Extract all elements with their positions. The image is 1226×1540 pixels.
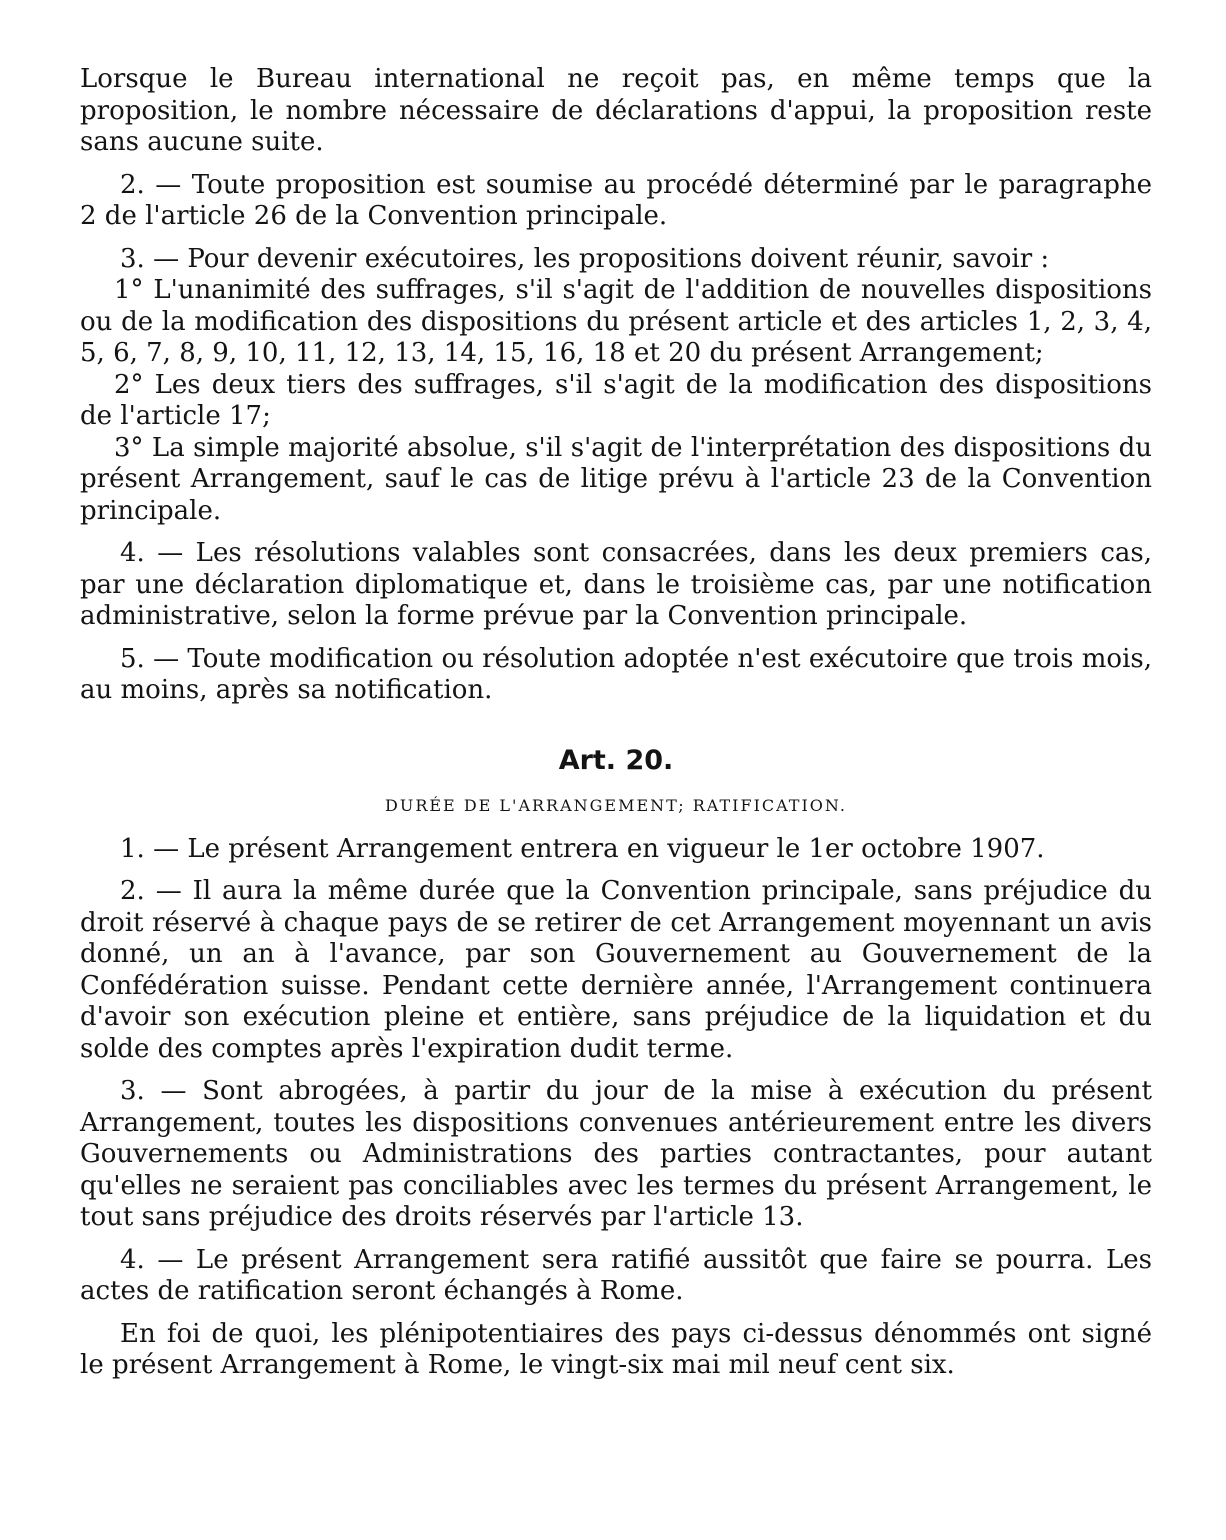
article-paragraph-1: 1. — Le présent Arrangement entrera en vigueur le 1er octobre 1907. xyxy=(120,833,1045,864)
paragraph-3: 3. — Pour devenir exécutoires, les propositions doivent réunir, savoir : xyxy=(120,243,1050,274)
subitem-2: 2° Les deux tiers des suffrages, s'il s'agit de la modification des dispositions de l'article 17; xyxy=(80,369,1152,431)
article-paragraph-4: 4. — Le présent Arrangement sera ratifié aussitôt que faire se pourra. Les actes de ratification seront échangés à Rome. xyxy=(80,1244,1152,1306)
paragraph-2: 2. — Toute proposition est soumise au procédé déterminé par le paragraphe 2 de l'article 26 de la Convention principale. xyxy=(80,169,1152,231)
article-paragraph-3: 3. — Sont abrogées, à partir du jour de la mise à exécution du présent Arrangement, toutes les dispositions convenues antérieurement entre les divers Gouvernements ou Administrations des parties contractantes, pour autant qu'elles ne seraient pas conciliables avec les termes du présent Arrangement, le tout sans préjudice des droits réservés par l'article 13. xyxy=(80,1076,1152,1232)
subitem-3: 3° La simple majorité absolue, s'il s'agit de l'interprétation des dispositions du présent Arrangement, sauf le cas de litige prévu à l'article 23 de la Convention principale. xyxy=(80,432,1152,526)
document-page xyxy=(80,64,1152,1382)
subitem-1: 1° L'unanimité des suffrages, s'il s'agit de l'addition de nouvelles dispositions ou de la modification des dispositions du présent article et des articles 1, 2, 3, 4, 5, 6, 7, 8, 9, 10, 11, 12, 13, 14, 15, 16, 18 et 20 du présent Arrangement; xyxy=(80,275,1152,368)
paragraph-5: 5. — Toute modification ou résolution adoptée n'est exécutoire que trois mois, au moins, après sa notification. xyxy=(80,643,1152,705)
paragraph-intro: Lorsque le Bureau international ne reçoit pas, en même temps que la proposition, le nombre nécessaire de déclarations d'appui, la proposition reste sans aucune suite. xyxy=(80,64,1152,157)
paragraph-4: 4. — Les résolutions valables sont consacrées, dans les deux premiers cas, par une déclaration diplomatique et, dans le troisième cas, par une notification administrative, selon la forme prévue par la Convention principale. xyxy=(80,538,1152,631)
article-paragraph-2: 2. — Il aura la même durée que la Convention principale, sans préjudice du droit réservé à chaque pays de se retirer de cet Arrangement moyennant un avis donné, un an à l'avance, par son Gouvernement au Gouvernement de la Confédération suisse. Pendant cette dernière année, l'Arrangement continuera d'avoir son exécution pleine et entière, sans préjudice de la liquidation et du solde des comptes après l'expiration dudit terme. xyxy=(80,876,1152,1064)
closing-paragraph: En foi de quoi, les plénipotentiaires des pays ci-dessus dénommés ont signé le présent Arrangement à Rome, le vingt-six mai mil neuf cent six. xyxy=(80,1318,1152,1380)
article-title: Art. 20. xyxy=(558,744,674,776)
article-subtitle: DURÉE DE L'ARRANGEMENT; RATIFICATION. xyxy=(385,796,847,815)
